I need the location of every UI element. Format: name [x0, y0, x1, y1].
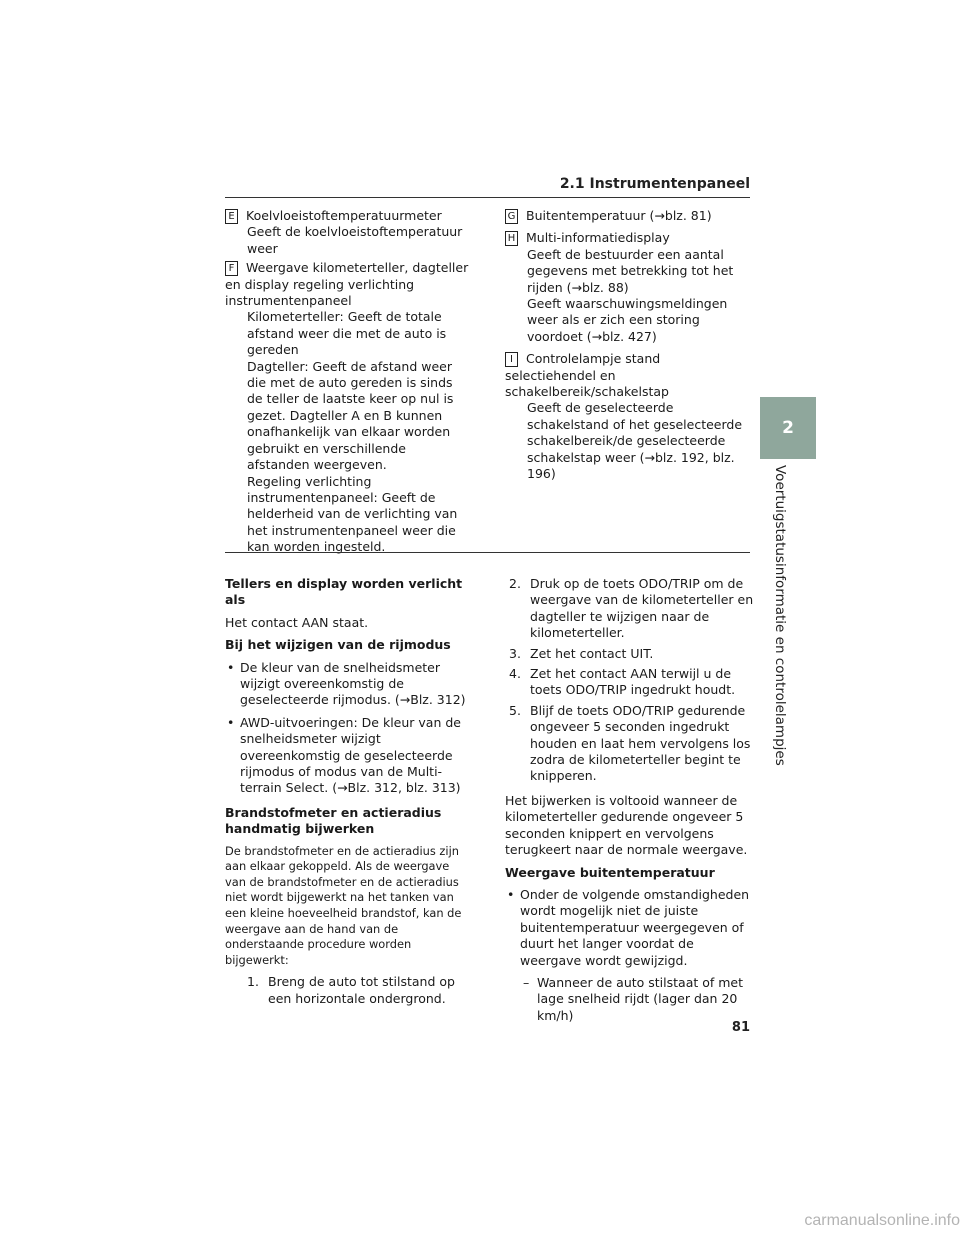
letter-h-box: H: [505, 231, 518, 246]
header-rule: [225, 197, 750, 198]
bullet-item: • AWD-uitvoeringen: De kleur van de snelheidsmeter wijzigt overeenkomstig de geselecteerde rijmodus of modus van de Multi-terrain Select. (→Blz. 312, blz. 313): [225, 715, 470, 797]
entry-description: Geeft de bestuurder een aantal gegevens met betrekking tot het rijden (→blz. 88) Geeft waarschuwingsmeldingen weer als er zich een storing voordoet (→blz. 427): [527, 246, 734, 344]
step-text: Breng de auto tot stilstand op een horizontale ondergrond.: [268, 974, 455, 1006]
letter-g-box: G: [505, 209, 518, 224]
dash-mark: –: [523, 974, 530, 990]
entry-title: Koelvloeistoftemperatuurmeter: [246, 208, 442, 223]
heading-tellers-verlicht: Tellers en display worden verlicht als: [225, 576, 463, 608]
step-number: 4.: [509, 666, 521, 682]
entry-title: Buitentemperatuur (→blz. 81): [526, 208, 712, 223]
entry-head: [225, 208, 470, 224]
entry-head: [505, 208, 755, 224]
step-text: Druk op de toets ODO/TRIP om de weergave van de kilometerteller en dagteller te wijzigen naar de kilometerteller.: [530, 576, 754, 641]
heading-brandstofmeter: Brandstofmeter en actieradius handmatig bijwerken: [225, 804, 442, 837]
step-number: 3.: [509, 645, 521, 661]
letter-e-box: E: [225, 209, 238, 224]
bullet-item: • De kleur van de snelheidsmeter wijzigt overeenkomstig de geselecteerde rijmodus. (→Blz. 312): [225, 660, 470, 709]
letter-f-box: F: [225, 261, 238, 276]
upper-left-column: [225, 208, 470, 559]
step-number: 2.: [509, 576, 521, 591]
legend-entry-g: [505, 208, 755, 224]
step-item: [509, 646, 755, 662]
heading-rijmodus: Bij het wijzigen van de rijmodus: [225, 637, 451, 653]
legend-entry-e: [225, 208, 470, 257]
section-divider: [225, 552, 750, 553]
entry-head: [505, 230, 755, 246]
entry-title: Weergave kilometerteller, dagteller en display regeling verlichting instrumentenpaneel: [225, 260, 469, 309]
section-header: 2.1 Instrumentenpaneel: [559, 176, 750, 192]
step-item: [509, 666, 755, 699]
lower-left-column: [225, 576, 470, 1011]
lower-right-column: [505, 576, 755, 1028]
entry-description: Kilometerteller: Geeft de totale afstand weer die met de auto is gereden Dagteller: Geeft de afstand weer die met de auto gereden is sinds de teller de laatste keer op nul is gezet. Dagteller A en B kunnen onafhankelijk van elkaar worden gebruikt en verschillende afstanden weergeven. Regeling verlichting instrumentenpaneel: Geeft de helderheid van de verlichting van het instrumentenpaneel weer die kan worden ingesteld.: [247, 309, 458, 555]
step-item: [247, 974, 470, 1007]
dash-text: Wanneer de auto stilstaat of met lage snelheid rijdt (lager dan 20 km/h): [537, 974, 744, 1023]
step-item: [509, 703, 755, 785]
step-item: [509, 576, 755, 642]
entry-title: Controlelampje stand selectiehendel en schakelbereik/schakelstap: [505, 351, 669, 400]
chapter-title: Voertuigstatusinformatie en controlelampjes: [772, 465, 788, 766]
entry-head: [225, 260, 470, 309]
paragraph-contact-aan: Het contact AAN staat.: [225, 614, 369, 630]
step-text: Blijf de toets ODO/TRIP gedurende ongeveer 5 seconden ingedrukt houden en laat hem vervolgens los zodra de kilometerteller begint te knipperen.: [530, 702, 751, 784]
letter-i-box: I: [505, 352, 518, 367]
upper-right-column: [505, 208, 755, 486]
dash-item: [523, 975, 755, 1024]
legend-entry-i: [505, 351, 755, 482]
entry-description: Geeft de koelvloeistoftemperatuur weer: [247, 224, 463, 256]
step-number: 5.: [509, 702, 521, 718]
bullet-item: • Onder de volgende omstandigheden wordt mogelijk niet de juiste buitentemperatuur weergegeven of duurt het langer voordat de weergave wordt gewijzigd.: [505, 887, 755, 969]
step-number: 1.: [247, 974, 259, 990]
entry-head: [505, 351, 755, 400]
step-text: Zet het contact UIT.: [530, 645, 654, 661]
heading-buitentemperatuur: Weergave buitentemperatuur: [505, 864, 715, 880]
entry-title: Multi-informatiedisplay: [526, 230, 670, 246]
paragraph-bijwerken-voltooid: Het bijwerken is voltooid wanneer de kilometerteller gedurende ongeveer 5 seconden knippert en vervolgens terugkeert naar de normale weergave.: [505, 792, 748, 858]
paragraph-brandstofmeter: De brandstofmeter en de actieradius zijn aan elkaar gekoppeld. Als de weergave van de brandstofmeter en de actieradius niet wordt bijgewerkt na het tanken van een kleine hoeveelheid brandstof, kan de weergave aan de hand van de onderstaande procedure worden bijgewerkt:: [225, 843, 462, 967]
watermark: carmanualsonline.info: [804, 1212, 960, 1229]
page-number: 81: [731, 1020, 750, 1035]
step-text: Zet het contact AAN terwijl u de toets ODO/TRIP ingedrukt houdt.: [530, 666, 736, 698]
legend-entry-f: [225, 260, 470, 555]
legend-entry-h: [505, 230, 755, 345]
entry-description: Geeft de geselecteerde schakelstand of het geselecteerde schakelbereik/de geselecteerde schakelstap weer (→blz. 192, blz. 196): [527, 400, 743, 482]
chapter-tab: 2: [760, 397, 816, 459]
